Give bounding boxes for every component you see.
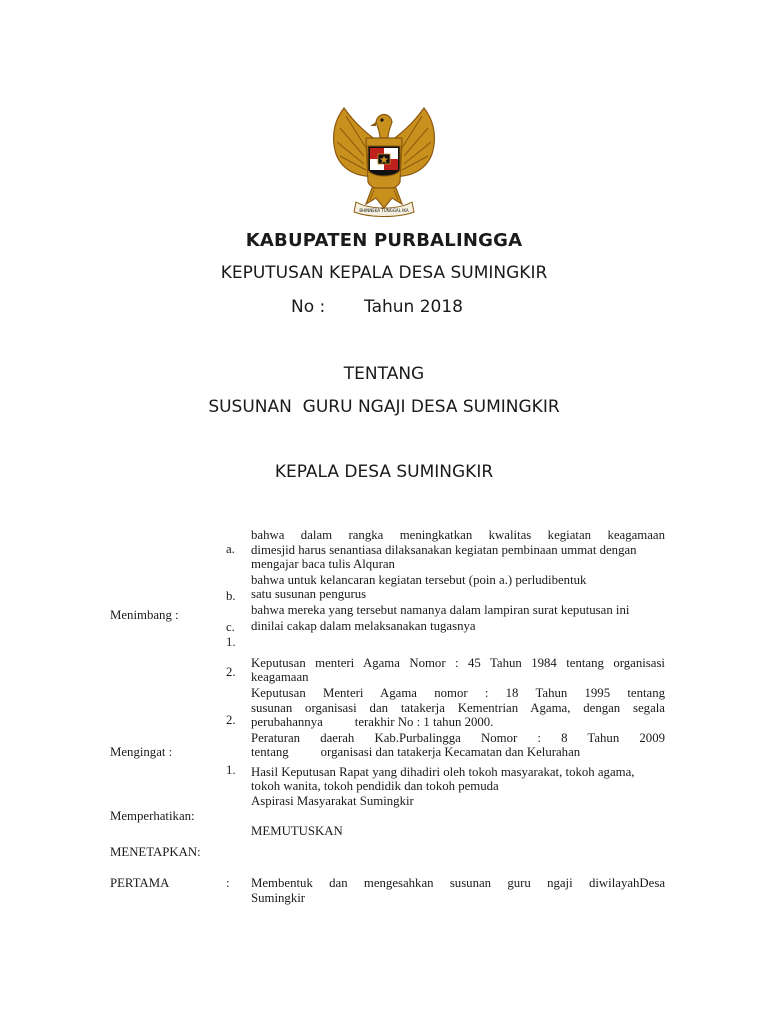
menimbang-line: bahwa mereka yang tersebut namanya dalam lampiran surat keputusan ini [251, 603, 630, 617]
mengingat-line: tokoh wanita, tokoh pendidik dan tokoh pemuda [251, 779, 499, 793]
mengingat-label: Mengingat : [110, 745, 173, 759]
garuda-pancasila-emblem [326, 104, 442, 220]
authority-heading: KEPALA DESA SUMINGKIR [274, 462, 494, 482]
menimbang-line: bahwa dalam rangka meningkatkan kwalitas kegiatan keagamaan [251, 528, 665, 542]
garuda-tail [366, 188, 402, 208]
mengingat-line: Keputusan Menteri Agama nomor : 18 Tahun 1995 tentang [251, 686, 665, 700]
mengingat-marker: 2. [226, 713, 236, 727]
decree-title: KEPUTUSAN KEPALA DESA SUMINGKIR [220, 263, 548, 283]
region-title: KABUPATEN PURBALINGGA [245, 230, 523, 251]
menimbang-label: Menimbang : [110, 608, 179, 622]
menimbang-line: bahwa untuk kelancaran kegiatan tersebut (poin a.) perludibentuk [251, 573, 587, 587]
menimbang-marker: b. [226, 589, 236, 603]
menimbang-line: mengajar baca tulis Alquran [251, 557, 395, 571]
menimbang-line: dinilai cakap dalam melaksanakan tugasnya [251, 619, 476, 633]
memperhatikan-label: Memperhatikan: [110, 809, 195, 823]
mengingat-line: Peraturan daerah Kab.Purbalingga Nomor : 8 Tahun 2009 [251, 731, 665, 745]
menimbang-line: satu susunan pengurus [251, 587, 367, 601]
menetapkan-label: MENETAPKAN: [110, 845, 201, 859]
mengingat-marker: 1. [226, 763, 236, 777]
about-heading: TENTANG [343, 364, 425, 384]
mengingat-line: perubahannya terakhir No : 1 tahun 2000. [251, 715, 494, 729]
menimbang-line: dimesjid harus senantiasa dilaksanakan kegiatan pembinaan ummat dengan [251, 543, 637, 557]
mengingat-line: Keputusan menteri Agama Nomor : 45 Tahun 1984 tentang organisasi [251, 656, 665, 670]
pertama-label: PERTAMA [110, 876, 170, 890]
mengingat-line: keagamaan [251, 670, 309, 684]
decree-year: Tahun 2018 [364, 297, 463, 317]
pertama-line: Sumingkir [251, 891, 306, 905]
menimbang-marker: 1. [226, 635, 236, 649]
shield [368, 146, 400, 176]
decree-subject: SUSUNAN GURU NGAJI DESA SUMINGKIR [208, 397, 560, 417]
mengingat-line: susunan organisasi dan tatakerja Kementrian Agama, dengan segala [251, 701, 665, 715]
mengingat-line: Aspirasi Masyarakat Sumingkir [251, 794, 414, 808]
decree-number-label: No : [291, 297, 326, 317]
garuda-head [376, 115, 392, 139]
mengingat-marker: 2. [226, 665, 236, 679]
svg-text:BHINNEKA TUNGGAL IKA: BHINNEKA TUNGGAL IKA [359, 208, 409, 213]
pertama-colon: : [226, 876, 230, 890]
menimbang-marker: c. [226, 620, 235, 634]
menimbang-marker: a. [226, 542, 235, 556]
pertama-line: Membentuk dan mengesahkan susunan guru ngaji diwilayahDesa [251, 876, 665, 890]
memutuskan-heading: MEMUTUSKAN [251, 824, 343, 838]
mengingat-line: Hasil Keputusan Rapat yang dihadiri oleh tokoh masyarakat, tokoh agama, [251, 765, 635, 779]
mengingat-line: tentang organisasi dan tatakerja Kecamatan dan Kelurahan [251, 745, 581, 759]
